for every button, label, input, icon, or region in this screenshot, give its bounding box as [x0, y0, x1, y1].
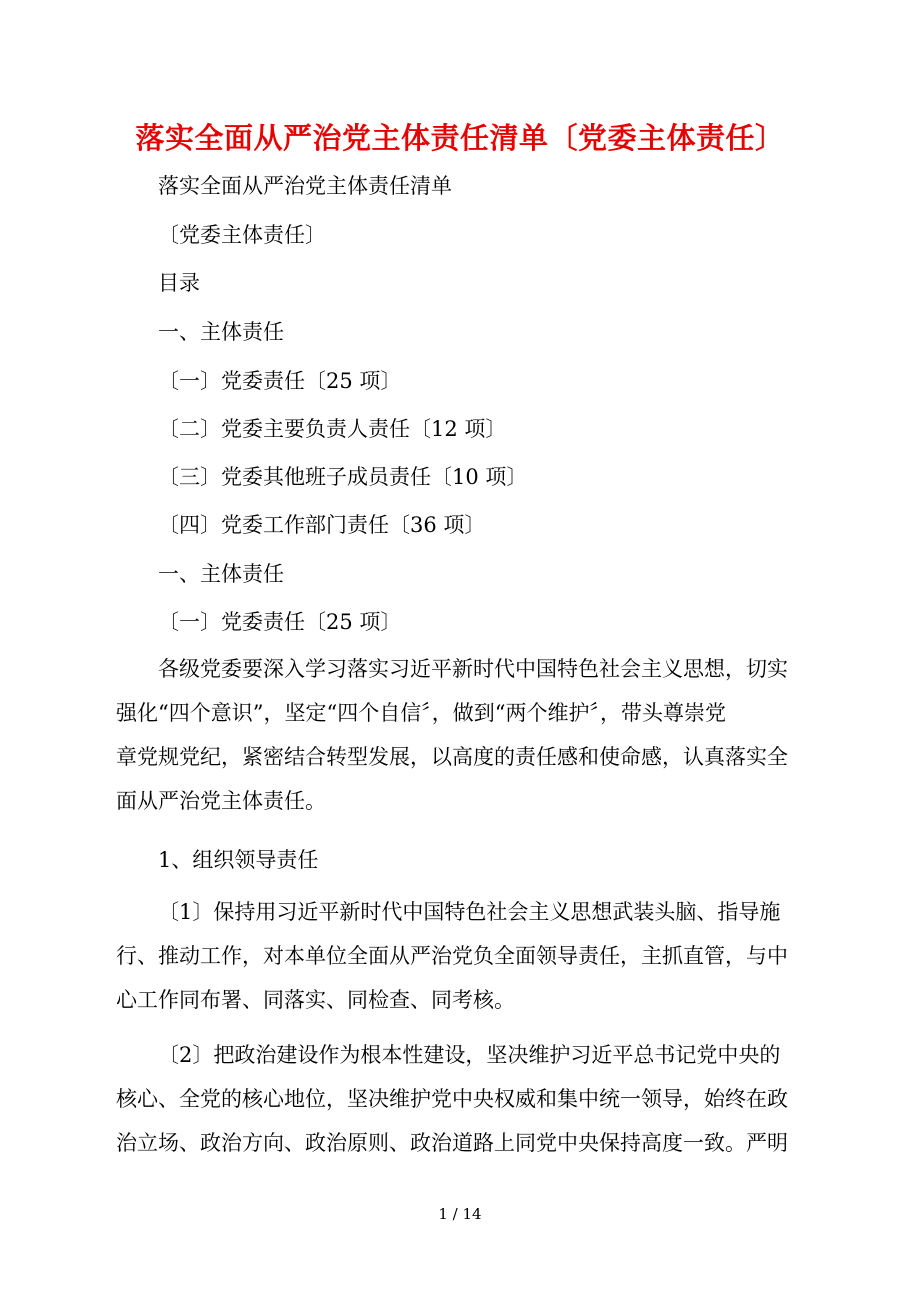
paragraph-line: 〔2〕把政治建设作为根本性建设，坚决维护习近平总书记党中央的 [158, 1043, 781, 1067]
toc-item-3: 〔三〕党委其他班子成员责任〔10 项〕 [158, 465, 528, 489]
paragraph-line: 面从严治党主体责任。 [116, 789, 326, 813]
subtitle-party-committee: 〔党委主体责任〕 [158, 223, 326, 247]
paragraph-line: 心工作同布署、同落实、同检查、同考核。 [116, 988, 515, 1012]
intro-paragraph [116, 647, 810, 823]
toc-heading: 目录 [158, 271, 200, 295]
toc-item-4: 〔四〕党委工作部门责任〔36 项〕 [158, 513, 486, 537]
section-heading-main-responsibility: 一、主体责任 [158, 562, 284, 586]
subsection-heading-party-committee: 〔一〕党委责任〔25 项〕 [158, 610, 402, 634]
section-heading-leadership: 1、组织领导责任 [158, 848, 319, 872]
item-2-paragraph [116, 1033, 810, 1165]
item-1-paragraph [116, 890, 810, 1022]
paragraph-line: 〔1〕保持用习近平新时代中国特色社会主义思想武装头脑、指导施 [158, 900, 781, 924]
paragraph-line: 核心、全党的核心地位，坚决维护党中央权威和集中统一领导，始终在政 [116, 1087, 788, 1111]
document-title: 落实全面从严治党主体责任清单〔党委主体责任〕 [135, 121, 785, 155]
paragraph-line: 治立场、政治方向、政治原则、政治道路上同党中央保持高度一致。严明 [116, 1131, 788, 1155]
toc-item-1: 〔一〕党委责任〔25 项〕 [158, 369, 402, 393]
paragraph-line: 强化“四个意识”，坚定“四个自信〞，做到“两个维护〞，带头尊崇党 [116, 701, 726, 725]
paragraph-line: 各级党委要深入学习落实习近平新时代中国特色社会主义思想，切实 [158, 657, 788, 681]
toc-item-main-responsibility: 一、主体责任 [158, 320, 284, 344]
paragraph-line: 章党规党纪，紧密结合转型发展，以高度的责任感和使命感，认真落实全 [116, 745, 788, 769]
paragraph-line: 行、推动工作，对本单位全面从严治党负全面领导责任，主抓直管，与中 [116, 944, 788, 968]
subtitle-line: 落实全面从严治党主体责任清单 [158, 174, 452, 198]
toc-item-2: 〔二〕党委主要负责人责任〔12 项〕 [158, 417, 507, 441]
page-number: 1 / 14 [438, 1205, 482, 1223]
